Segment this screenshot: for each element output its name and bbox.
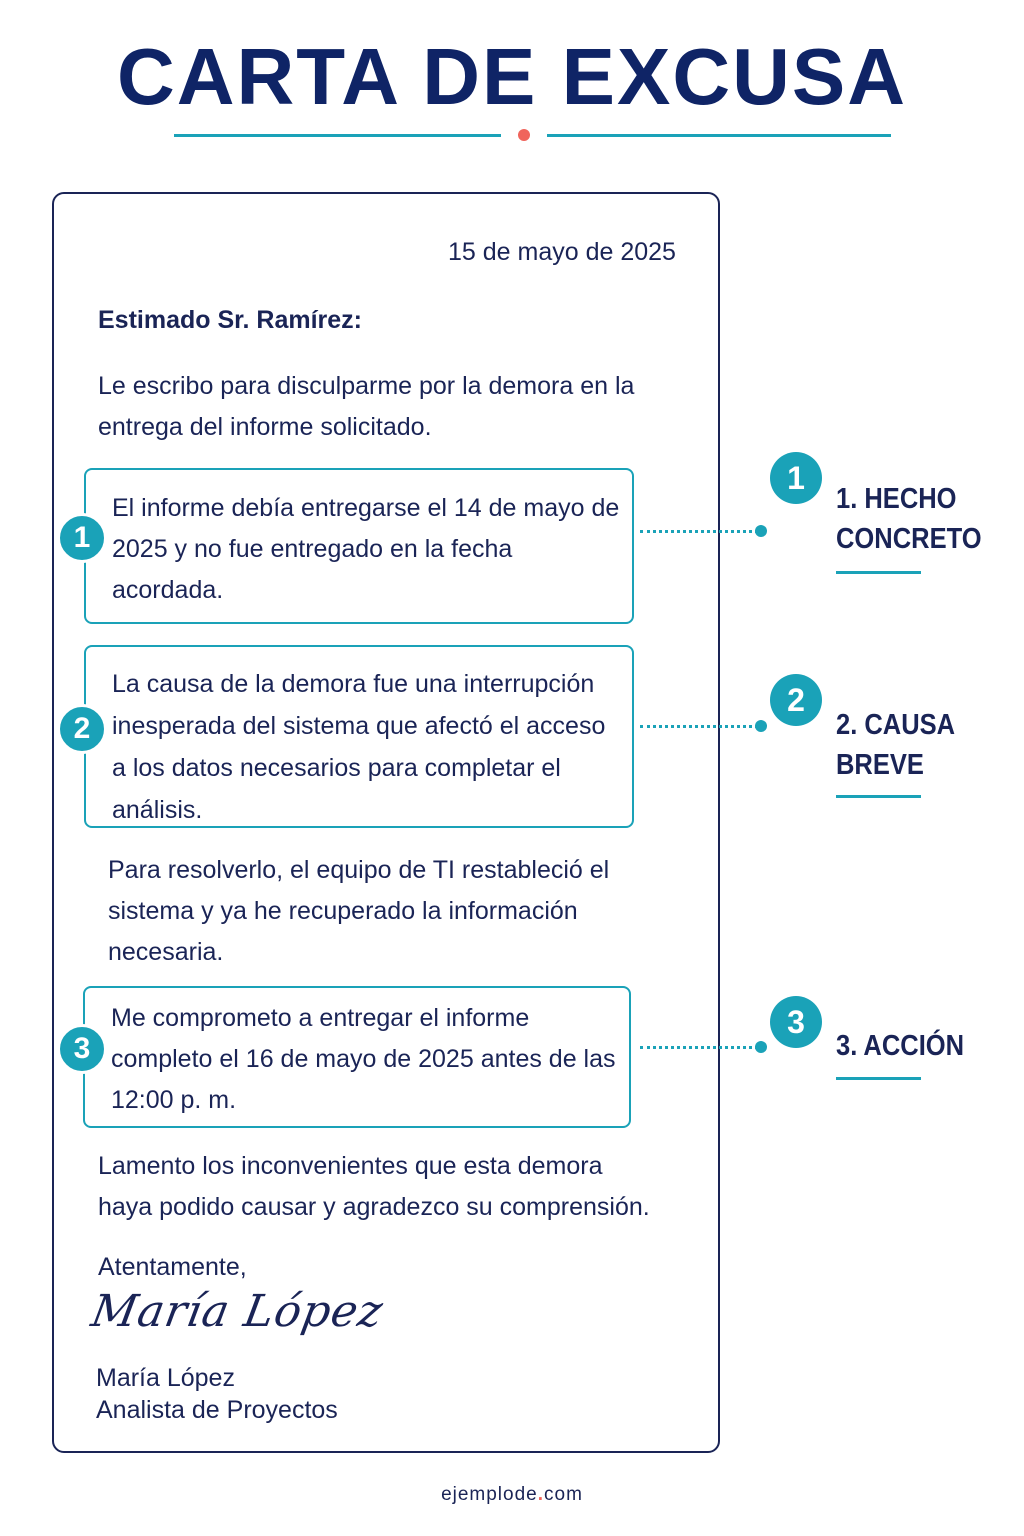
- annotation-label-causa: 2. CAUSA BREVE: [836, 709, 955, 781]
- annotation-label-accion: 3. ACCIÓN: [836, 1030, 965, 1062]
- action-text: Me comprometo a entregar el informe completo el 16 de mayo de 2025 antes de las 12:00 p. m.: [111, 1004, 616, 1114]
- sender-role: Analista de Proyectos: [96, 1396, 338, 1424]
- connector-line-1: [640, 530, 758, 533]
- cause-text: La causa de la demora fue una interrupción inesperada del sistema que afectó el acceso a los datos necesarios para completar el análisis.: [112, 670, 606, 824]
- annotation-number-3: 3: [770, 996, 822, 1048]
- connector-dot-3: [755, 1041, 767, 1053]
- annotation-number-1: 1: [770, 452, 822, 504]
- action-box: [83, 986, 631, 1128]
- cause-number-badge: 2: [57, 704, 107, 754]
- annotation-underline-1: [836, 571, 921, 574]
- sender-name: María López: [96, 1364, 235, 1392]
- annotation-underline-2: [836, 795, 921, 798]
- footer-dot: .: [537, 1484, 545, 1505]
- action-number-badge: 3: [57, 1024, 107, 1074]
- letter-regret: Lamento los inconvenientes que esta demora haya podido causar y agradezco su comprensión.: [98, 1152, 650, 1221]
- title-divider-dot: [518, 129, 530, 141]
- annotation-number-2: 2: [770, 674, 822, 726]
- letter-intro: Le escribo para disculparme por la demora en la entrega del informe solicitado.: [98, 372, 635, 441]
- page-title: CARTA DE EXCUSA: [116, 32, 908, 121]
- fact-text: El informe debía entregarse el 14 de mayo de 2025 y no fue entregado en la fecha acordada.: [112, 494, 620, 604]
- connector-dot-1: [755, 525, 767, 537]
- connector-dot-2: [755, 720, 767, 732]
- fact-box: [84, 468, 634, 624]
- title-divider-left: [174, 134, 501, 137]
- letter-greeting: Estimado Sr. Ramírez:: [98, 306, 362, 334]
- footer-site-name: ejemplode: [441, 1484, 538, 1505]
- letter-resolution: Para resolverlo, el equipo de TI restableció el sistema y ya he recuperado la información necesaria.: [108, 856, 610, 966]
- letter-date: 15 de mayo de 2025: [448, 238, 676, 266]
- handwritten-signature: María López: [87, 1286, 388, 1337]
- annotation-underline-3: [836, 1077, 921, 1080]
- title-divider-right: [547, 134, 891, 137]
- connector-line-2: [640, 725, 758, 728]
- footer-site-tld: com: [544, 1484, 583, 1505]
- fact-number-badge: 1: [57, 513, 107, 563]
- connector-line-3: [640, 1046, 758, 1049]
- annotation-label-hecho: 1. HECHO CONCRETO: [836, 483, 982, 555]
- letter-closing: Atentamente,: [98, 1253, 247, 1281]
- footer-site: [0, 1484, 1024, 1506]
- cause-box: [84, 645, 634, 828]
